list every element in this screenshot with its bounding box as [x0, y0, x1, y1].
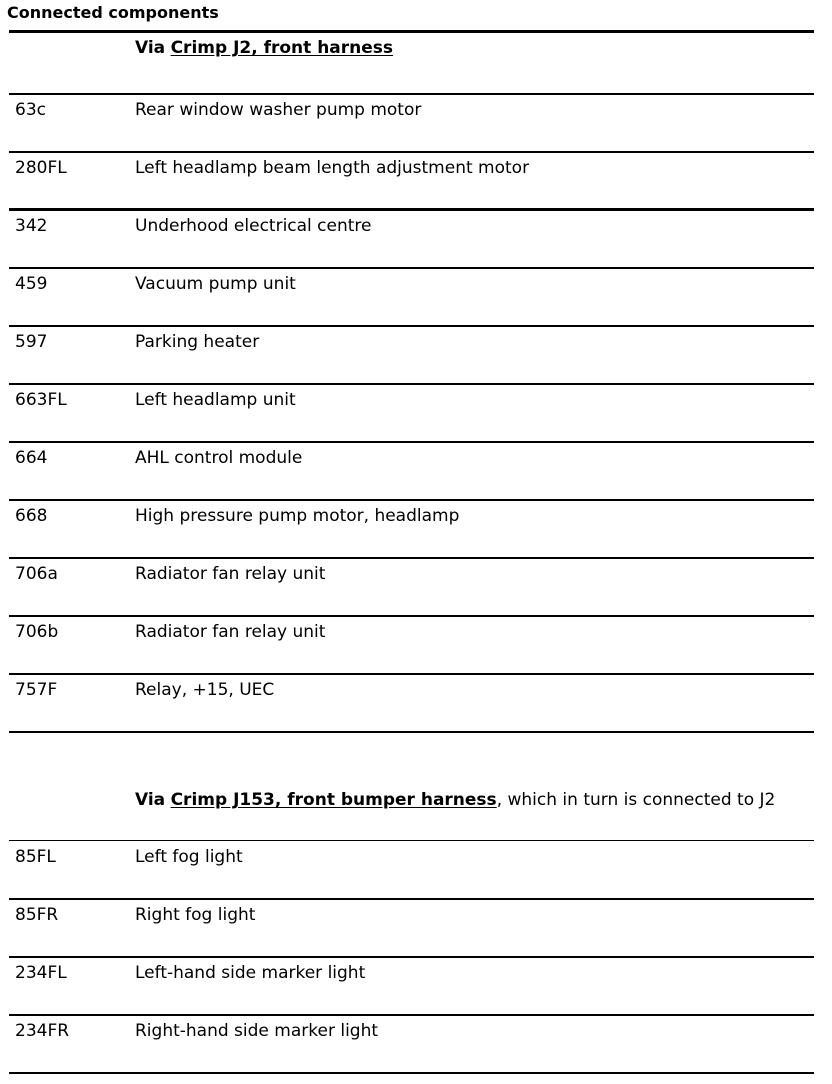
row-divider	[9, 1014, 814, 1016]
row-divider	[9, 673, 814, 675]
table-row	[0, 157, 832, 179]
component-description: Left-hand side marker light	[135, 963, 366, 983]
component-description: Left headlamp beam length adjustment motor	[135, 158, 530, 178]
row-divider	[9, 615, 814, 617]
table-row	[0, 563, 832, 585]
row-divider	[9, 956, 814, 958]
row-divider	[9, 267, 814, 269]
table-row	[0, 99, 832, 121]
component-code: 706b	[15, 622, 59, 642]
component-code: 280FL	[15, 158, 67, 178]
table-row	[0, 505, 832, 527]
component-description: Left fog light	[135, 847, 243, 867]
component-code: 63c	[15, 100, 46, 120]
component-description: Rear window washer pump motor	[135, 100, 422, 120]
component-code: 706a	[15, 564, 58, 584]
table-row	[0, 215, 832, 237]
via-label: Via	[135, 790, 166, 810]
row-divider	[9, 93, 814, 95]
component-code: 234FL	[15, 963, 67, 983]
component-code: 85FL	[15, 847, 56, 867]
component-description: Vacuum pump unit	[135, 274, 296, 294]
component-description: Underhood electrical centre	[135, 216, 372, 236]
component-description: Right-hand side marker light	[135, 1021, 379, 1041]
component-description: AHL control module	[135, 448, 303, 468]
page-title: Connected components	[7, 3, 219, 22]
row-divider	[9, 325, 814, 327]
group-title	[135, 37, 393, 59]
component-code: 664	[15, 448, 48, 468]
table-top-rule	[9, 30, 814, 33]
component-code: 757F	[15, 680, 58, 700]
component-description: Radiator fan relay unit	[135, 622, 326, 642]
component-description: Radiator fan relay unit	[135, 564, 326, 584]
table-bottom-rule	[9, 1072, 814, 1074]
group-title	[135, 789, 775, 811]
table-row	[0, 331, 832, 353]
group-suffix: , which in turn is connected to J2	[496, 790, 776, 810]
row-divider	[9, 499, 814, 501]
table-row	[0, 1020, 832, 1042]
table-bottom-rule	[9, 731, 814, 733]
component-code: 234FR	[15, 1021, 70, 1041]
component-description: Right fog light	[135, 905, 256, 925]
crimp-j2-link[interactable]: Crimp J2, front harness	[170, 38, 394, 58]
component-code: 663FL	[15, 390, 67, 410]
row-divider	[9, 208, 814, 211]
component-code: 668	[15, 506, 48, 526]
row-divider	[9, 557, 814, 559]
row-divider	[9, 840, 814, 841]
row-divider	[9, 441, 814, 443]
via-label: Via	[135, 38, 166, 58]
component-description: Relay, +15, UEC	[135, 680, 275, 700]
table-row	[0, 846, 832, 868]
component-code: 597	[15, 332, 48, 352]
component-code: 459	[15, 274, 48, 294]
component-description: Parking heater	[135, 332, 260, 352]
row-divider	[9, 898, 814, 900]
table-row	[0, 962, 832, 984]
row-divider	[9, 151, 814, 153]
table-row	[0, 621, 832, 643]
crimp-j153-link[interactable]: Crimp J153, front bumper harness	[170, 790, 497, 810]
component-description: Left headlamp unit	[135, 390, 296, 410]
table-row	[0, 389, 832, 411]
table-row	[0, 273, 832, 295]
component-code: 85FR	[15, 905, 59, 925]
component-code: 342	[15, 216, 48, 236]
component-description: High pressure pump motor, headlamp	[135, 506, 460, 526]
table-row	[0, 679, 832, 701]
table-row	[0, 447, 832, 469]
row-divider	[9, 383, 814, 385]
table-row	[0, 904, 832, 926]
